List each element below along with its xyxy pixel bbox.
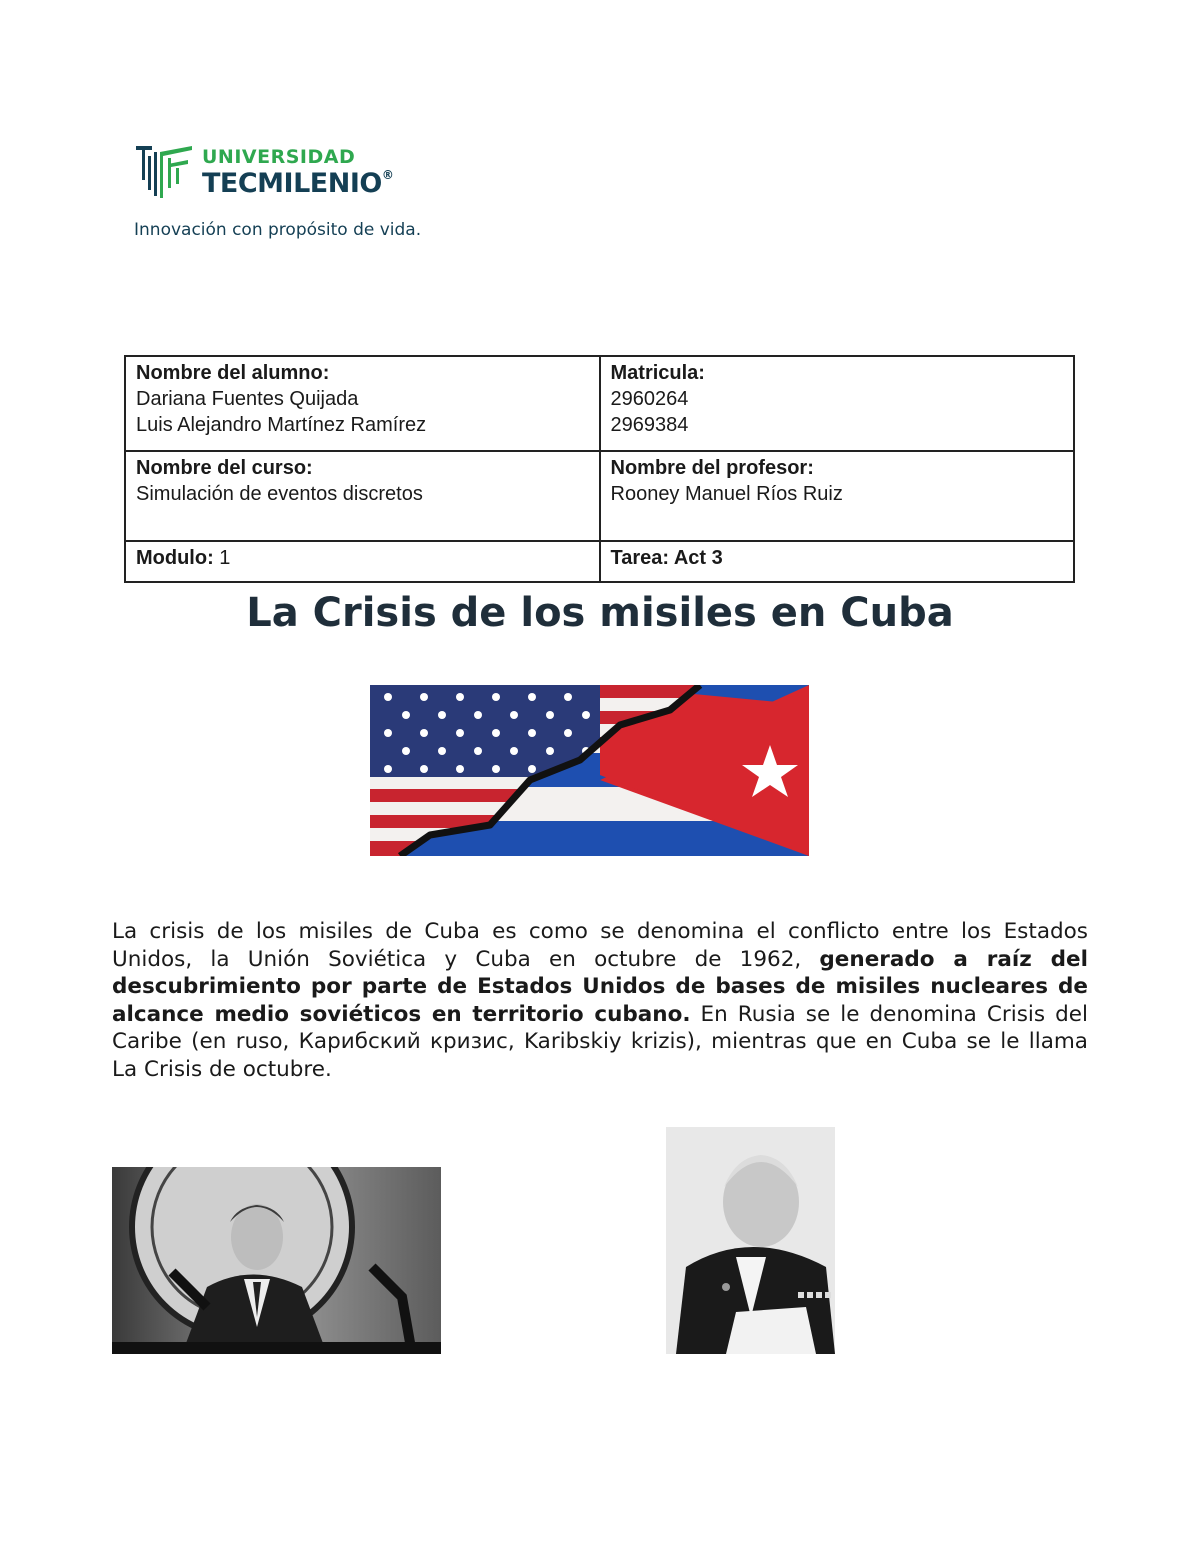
khrushchev-photo [666,1127,835,1354]
professor-label: Nombre del profesor: [610,457,814,479]
student-info-table [124,355,1075,583]
page-title: La Crisis de los misiles en Cuba [246,590,954,636]
student-id-2: 2969384 [610,414,689,436]
task-label: Tarea: Act 3 [610,547,723,569]
paragraph-part-1: La crisis de los misiles de Cuba es como se denomina el conflicto entre los Estados Unidos, la Unión Soviética y Cuba en octubre de 1962, [112,919,1088,972]
intro-paragraph [112,918,1088,1083]
id-cell [600,356,1075,451]
brand-name: TECMILENIO [202,168,382,199]
professor-name: Rooney Manuel Ríos Ruiz [610,483,843,505]
module-cell [125,541,600,582]
brand-bottom-text [202,168,393,199]
student-id-1: 2960264 [610,388,689,410]
paragraph-part-2: En Rusia se le denomina Crisis del Caribe (en ruso, Карибский кризис, Karibskiy krizis), mientras que en Cuba se le llama La Crisis de octubre. [112,1001,1088,1082]
logo-tagline: Innovación con propósito de vida. [134,220,422,240]
task-cell [600,541,1075,582]
id-label: Matricula: [610,362,705,384]
kennedy-press-photo [112,1167,441,1354]
professor-cell [600,451,1075,541]
student-name-1: Dariana Fuentes Quijada [136,388,359,410]
student-label: Nombre del alumno: [136,362,330,384]
brand-top-text: UNIVERSIDAD [202,146,356,168]
paragraph-bold: generado a raíz del descubrimiento por parte de Estados Unidos de bases de misiles nucleares de alcance medio soviéticos en territorio cubano. [112,946,1088,1027]
module-value: 1 [213,547,231,569]
student-name-2: Luis Alejandro Martínez Ramírez [136,414,427,436]
registered-mark: ® [381,168,394,182]
module-label: Modulo: [136,547,214,569]
course-name: Simulación de eventos discretos [136,483,423,505]
tecmilenio-logo-icon [132,142,196,202]
course-cell [125,451,600,541]
university-logo [132,140,432,250]
student-cell [125,356,600,451]
course-label: Nombre del curso: [136,457,313,479]
usa-cuba-flags-image [370,685,809,856]
